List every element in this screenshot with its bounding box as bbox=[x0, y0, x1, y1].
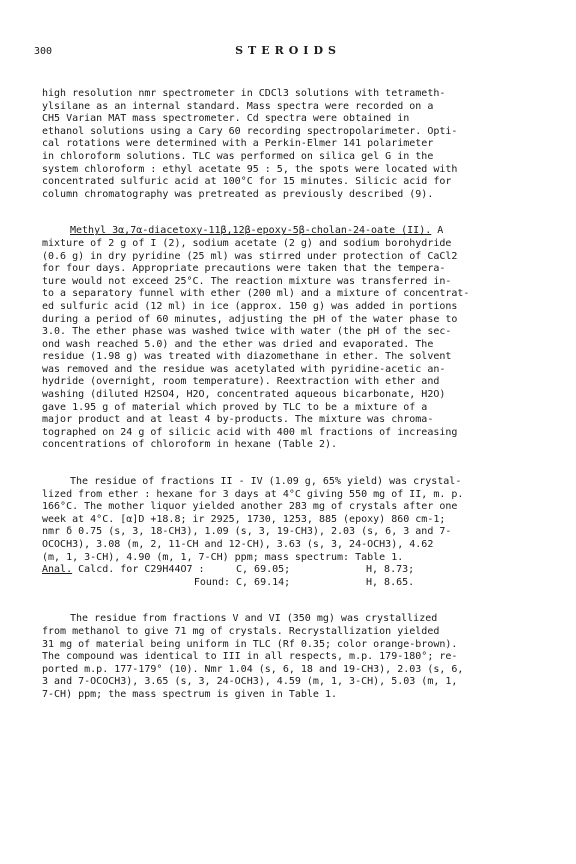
text-line: ethanol solutions using a Cary 60 recording spectropolarimeter. Opti- bbox=[42, 125, 458, 137]
text-line: 166°C. The mother liquor yielded another 283 mg of crystals after one bbox=[42, 501, 458, 513]
text-line: (0.6 g) in dry pyridine (25 ml) was stirred under protection of CaCl2 bbox=[42, 250, 458, 262]
text-line: (m, 1, 3-CH), 4.90 (m, 1, 7-CH) ppm; mass spectrum: Table 1. bbox=[42, 551, 404, 563]
text-line bbox=[42, 225, 542, 238]
text-line: ed sulfuric acid (12 ml) in ice (approx. 150 g) was added in portions bbox=[42, 300, 458, 312]
text-line: ond wash reached 5.0) and the ether was dried and evaporated. The bbox=[42, 338, 434, 350]
page-header bbox=[34, 46, 542, 60]
analysis-calcd-text: Calcd. for C29H44O7 : bbox=[78, 564, 205, 576]
text-line: in chloroform solutions. TLC was performed on silica gel G in the bbox=[42, 150, 434, 162]
text-line: week at 4°C. [α]D +18.8; ir 2925, 1730, 1253, 885 (epoxy) 860 cm-1; bbox=[42, 513, 446, 525]
text-line: ylsilane as an internal standard. Mass spectra were recorded on a bbox=[42, 100, 434, 112]
text-line: concentrations of chloroform in hexane (Table 2). bbox=[42, 439, 338, 451]
analysis-found-c: C, 69.14; bbox=[236, 576, 291, 588]
text-line: OCOCH3), 3.08 (m, 2, 11-CH and 12-CH), 3.63 (s, 3, 24-OCH3), 4.62 bbox=[42, 539, 434, 550]
text-line: tographed on 24 g of silicic acid with 400 ml fractions of increasing bbox=[42, 426, 458, 438]
text-line: nmr δ 0.75 (s, 3, 18-CH3), 1.09 (s, 3, 19-CH3), 2.03 (s, 6, 3 and 7- bbox=[42, 526, 452, 538]
text-line: hydride (overnight, room temperature). Reextraction with ether and bbox=[42, 376, 440, 388]
text-line: ported m.p. 177-179° (10). Nmr 1.04 (s, 6, 18 and 19-CH3), 2.03 (s, 6, bbox=[42, 663, 464, 675]
text-line: concentrated sulfuric acid at 100°C for 15 minutes. Silicic acid for bbox=[42, 176, 452, 188]
analysis-calcd-label bbox=[42, 564, 236, 577]
paragraph-compound-ii bbox=[42, 225, 542, 452]
heading-continuation: A bbox=[431, 225, 444, 237]
text-line: lized from ether : hexane for 3 days at 4°C giving 550 mg of II, m. p. bbox=[42, 488, 464, 500]
text-line: 7-CH) ppm; the mass spectrum is given in Table 1. bbox=[42, 688, 338, 700]
text-line: The residue from fractions V and VI (350 mg) was crystallized bbox=[70, 613, 438, 625]
text-line: mixture of 2 g of I (2), sodium acetate (2 g) and sodium borohydride bbox=[42, 237, 452, 249]
paragraph-characterization-ii bbox=[42, 476, 542, 589]
text-line: during a period of 60 minutes, adjusting the pH of the water phase to bbox=[42, 313, 458, 325]
text-line: high resolution nmr spectrometer in CDCl3 solutions with tetrameth- bbox=[42, 88, 446, 99]
text-line: major product and at least 4 by-products. The mixture was chroma- bbox=[42, 414, 434, 426]
text-line: residue (1.98 g) was treated with diazomethane in ether. The solvent bbox=[42, 351, 452, 363]
text-line: system chloroform : ethyl acetate 95 : 5, the spots were located with bbox=[42, 163, 458, 175]
text-line: 3 and 7-OCOCH3), 3.65 (s, 3, 24-OCH3), 4.59 (m, 1, 3-CH), 5.03 (m, 1, bbox=[42, 676, 458, 688]
journal-title: STEROIDS bbox=[235, 44, 341, 57]
text-line: cal rotations were determined with a Perkin-Elmer 141 polarimeter bbox=[42, 138, 434, 150]
text-line: 3.0. The ether phase was washed twice with water (the pH of the sec- bbox=[42, 326, 452, 338]
text-line: for four days. Appropriate precautions were taken that the tempera- bbox=[42, 263, 446, 275]
analysis-found-label: Found: bbox=[193, 576, 230, 588]
text-line: column chromatography was pretreated as previously described (9). bbox=[42, 188, 434, 200]
analysis-found-h: H, 8.65. bbox=[366, 576, 415, 588]
analysis-calcd-c: C, 69.05; bbox=[236, 564, 291, 576]
page-number: 300 bbox=[34, 46, 53, 57]
section-heading: Methyl 3α,7α-diacetoxy-11β,12β-epoxy-5β-cholan-24-oate (II). bbox=[70, 225, 432, 237]
text-line: The residue of fractions II - IV (1.09 g, 65% yield) was crystal- bbox=[70, 476, 462, 488]
article-body bbox=[42, 88, 542, 702]
paragraph-methods bbox=[42, 88, 542, 201]
analysis-label: Anal. bbox=[42, 564, 73, 576]
text-line: was removed and the residue was acetylated with pyridine-acetic an- bbox=[42, 363, 446, 375]
text-line: from methanol to give 71 mg of crystals. Recrystallization yielded bbox=[42, 625, 440, 637]
text-line: ture would not exceed 25°C. The reaction mixture was transferred in- bbox=[42, 275, 452, 287]
text-line: The compound was identical to III in all respects, m.p. 179-180°; re- bbox=[42, 651, 458, 663]
text-line: gave 1.95 g of material which proved by TLC to be a mixture of a bbox=[42, 401, 428, 413]
text-line: washing (diluted H2SO4, H2O, concentrated aqueous bicarbonate, H2O) bbox=[42, 389, 446, 401]
elemental-analysis bbox=[42, 564, 542, 589]
paragraph-compound-iii bbox=[42, 613, 542, 701]
analysis-calcd-h: H, 8.73; bbox=[366, 564, 415, 576]
text-line: to a separatory funnel with ether (200 ml) and a mixture of concentrat- bbox=[42, 288, 470, 300]
text-line: 31 mg of material being uniform in TLC (Rf 0.35; color orange-brown). bbox=[42, 638, 458, 650]
text-line: CH5 Varian MAT mass spectrometer. Cd spectra were obtained in bbox=[42, 113, 410, 125]
